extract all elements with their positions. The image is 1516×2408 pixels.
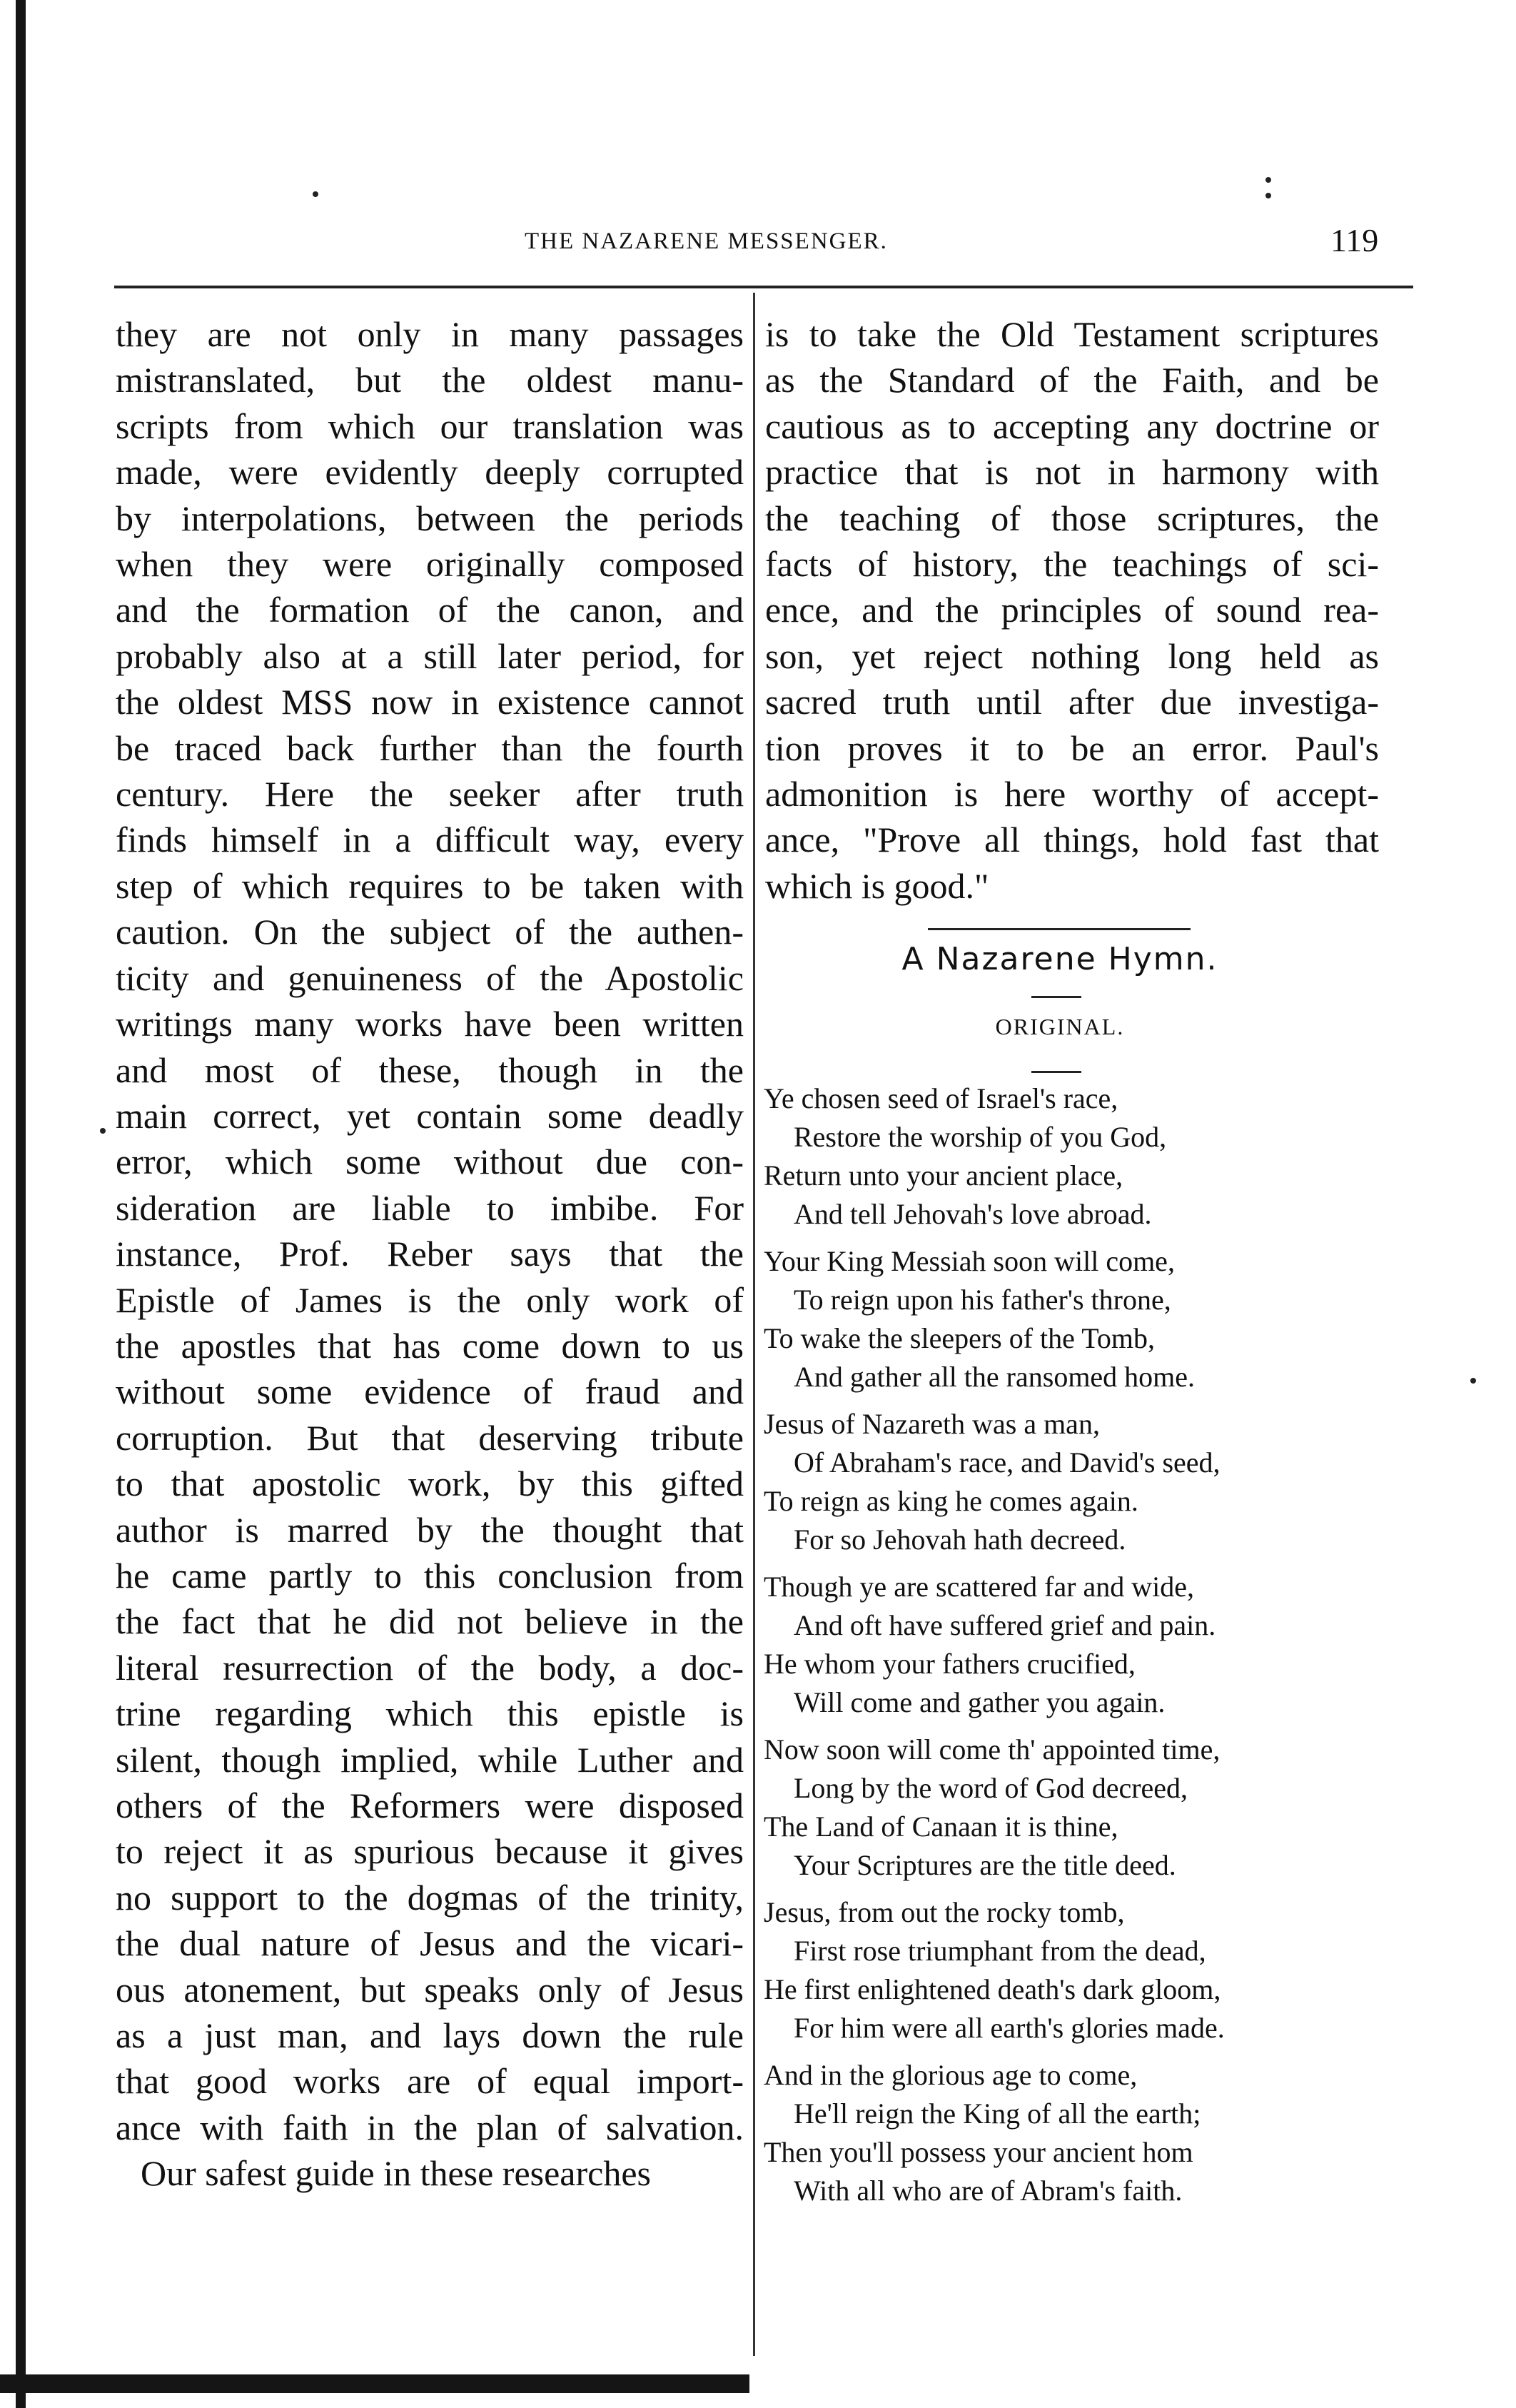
verse-line: Your King Messiah soon will come, — [764, 1245, 1175, 1277]
page-number: 119 — [1330, 222, 1379, 258]
text-line: caution. On the subject of the authen- — [116, 912, 744, 952]
text-line: sideration are liable to imbibe. For — [116, 1187, 744, 1228]
verse-line: Restore the worship of you God, — [794, 1121, 1167, 1153]
verse-line: He whom your fathers crucified, — [764, 1648, 1136, 1680]
text-line: century. Here the seeker after truth — [116, 774, 744, 815]
speck — [1265, 177, 1271, 183]
subtitle-rule — [1031, 1071, 1081, 1073]
title-rule — [1031, 996, 1081, 998]
hymn-stanza — [764, 1568, 1399, 1722]
hymn-subtitle: ORIGINAL. — [995, 1014, 1125, 1039]
text-line: scripts from which our translation was — [116, 405, 744, 446]
text-line: ance with faith in the plan of salvation. — [116, 2107, 744, 2147]
verse-line: For so Jehovah hath decreed. — [794, 1523, 1126, 1556]
section-rule — [928, 928, 1191, 930]
hymn-stanza — [764, 1731, 1399, 1885]
verse-line: Jesus, from out the rocky tomb, — [764, 1896, 1125, 1928]
text-line: as the Standard of the Faith, and be — [765, 360, 1379, 401]
text-line: admonition is here worthy of accept- — [765, 774, 1379, 815]
verse-line: First rose triumphant from the dead, — [794, 1935, 1206, 1967]
text-line: ous atonement, but speaks only of Jesus — [116, 1969, 744, 2010]
verse-line: Long by the word of God decreed, — [794, 1772, 1188, 1804]
text-line: the apostles that has come down to us — [116, 1325, 744, 1366]
verse-line: And tell Jehovah's love abroad. — [794, 1198, 1152, 1230]
text-line: which is good." — [765, 865, 989, 906]
scan-edge-left — [16, 0, 26, 2408]
text-line: the oldest MSS now in existence cannot — [116, 682, 744, 722]
verse-line: Though ye are scattered far and wide, — [764, 1571, 1195, 1603]
hymn-stanza — [764, 2056, 1399, 2210]
verse-line: Then you'll possess your ancient hom — [764, 2136, 1193, 2168]
text-line: he came partly to this conclusion from — [116, 1555, 744, 1596]
text-line: instance, Prof. Reber says that the — [116, 1234, 744, 1274]
right-column-prose — [765, 311, 1379, 909]
text-line: literal resurrection of the body, a doc- — [116, 1647, 744, 1688]
speck — [1265, 193, 1271, 198]
text-line: ance, "Prove all things, hold fast that — [765, 820, 1379, 860]
text-line: sacred truth until after due investiga- — [765, 682, 1379, 722]
text-line: without some evidence of fraud and — [116, 1371, 744, 1412]
verse-line: Will come and gather you again. — [794, 1686, 1166, 1718]
text-line: to that apostolic work, by this gifted — [116, 1464, 744, 1504]
running-title: THE NAZARENE MESSENGER. — [525, 228, 888, 254]
verse-line: For him were all earth's glories made. — [794, 2012, 1225, 2044]
text-line: is to take the Old Testament scriptures — [765, 314, 1379, 354]
text-line: and most of these, though in the — [116, 1049, 744, 1090]
text-line: son, yet reject nothing long held as — [765, 635, 1379, 676]
speck — [100, 1128, 106, 1134]
text-line: error, which some without due con- — [116, 1142, 744, 1182]
verse-line: Your Scriptures are the title deed. — [794, 1849, 1176, 1881]
hymn-stanza — [764, 1405, 1399, 1559]
text-line: others of the Reformers were disposed — [116, 1785, 744, 1825]
speck — [1470, 1378, 1476, 1384]
text-line: when they were originally composed — [116, 544, 744, 585]
text-line: trine regarding which this epistle is — [116, 1693, 744, 1734]
verse-line: And oft have suffered grief and pain. — [794, 1609, 1216, 1641]
hymn-stanza — [764, 1242, 1399, 1396]
column-divider — [753, 293, 755, 2356]
header-rule — [114, 286, 1413, 288]
text-line: author is marred by the thought that — [116, 1509, 744, 1550]
text-line: ticity and genuineness of the Apostolic — [116, 957, 744, 998]
text-line: facts of history, the teachings of sci- — [765, 544, 1379, 585]
verse-line: He first enlightened death's dark gloom, — [764, 1973, 1221, 2005]
verse-line: To wake the sleepers of the Tomb, — [764, 1322, 1155, 1354]
speck — [313, 191, 318, 197]
hymn-title: A Nazarene Hymn. — [901, 941, 1218, 977]
text-line: the dual nature of Jesus and the vicari- — [116, 1923, 744, 1964]
verse-line: Of Abraham's race, and David's seed, — [794, 1446, 1221, 1478]
text-line: made, were evidently deeply corrupted — [116, 452, 744, 493]
text-line: step of which requires to be taken with — [116, 865, 744, 906]
verse-line: Jesus of Nazareth was a man, — [764, 1408, 1100, 1440]
hymn-stanza — [764, 1079, 1399, 1234]
verse-line: Now soon will come th' appointed time, — [764, 1733, 1221, 1765]
text-line: silent, though implied, while Luther and — [116, 1739, 744, 1780]
text-line: that good works are of equal import- — [116, 2061, 744, 2102]
verse-line: And in the glorious age to come, — [764, 2059, 1138, 2091]
text-line: they are not only in many passages — [116, 314, 744, 354]
verse-line: Return unto your ancient place, — [764, 1159, 1123, 1192]
text-line: practice that is not in harmony with — [765, 452, 1379, 493]
text-line: and the formation of the canon, and — [116, 590, 744, 630]
text-line: writings many works have been written — [116, 1004, 744, 1044]
text-line: probably also at a still later period, for — [116, 635, 744, 676]
verse-line: Ye chosen seed of Israel's race, — [764, 1082, 1118, 1114]
verse-line: With all who are of Abram's faith. — [794, 2175, 1183, 2207]
text-line: the fact that he did not believe in the — [116, 1601, 744, 1642]
hymn-stanza — [764, 1893, 1399, 2047]
scan-edge-bottom — [0, 2374, 749, 2393]
text-line: main correct, yet contain some deadly — [116, 1095, 744, 1136]
text-line: Epistle of James is the only work of — [116, 1279, 744, 1320]
text-line: no support to the dogmas of the trinity, — [116, 1877, 744, 1918]
verse-line: To reign as king he comes again. — [764, 1485, 1138, 1517]
text-line: ence, and the principles of sound rea- — [765, 590, 1379, 630]
text-line: tion proves it to be an error. Paul's — [765, 727, 1379, 768]
verse-line: He'll reign the King of all the earth; — [794, 2097, 1201, 2130]
hymn-verses — [764, 1079, 1399, 2219]
text-line: finds himself in a difficult way, every — [116, 820, 744, 860]
text-line: the teaching of those scriptures, the — [765, 498, 1379, 538]
text-line: corruption. But that deserving tribute — [116, 1417, 744, 1458]
text-line: to reject it as spurious because it gives — [116, 1831, 744, 1872]
text-line: mistranslated, but the oldest manu- — [116, 360, 744, 401]
left-column — [116, 311, 744, 2197]
text-line: Our safest guide in these researches — [141, 2153, 651, 2194]
verse-line: And gather all the ransomed home. — [794, 1361, 1196, 1393]
text-line: as a just man, and lays down the rule — [116, 2015, 744, 2056]
text-line: by interpolations, between the periods — [116, 498, 744, 538]
verse-line: The Land of Canaan it is thine, — [764, 1810, 1118, 1843]
text-line: be traced back further than the fourth — [116, 727, 744, 768]
text-line: cautious as to accepting any doctrine or — [765, 405, 1379, 446]
verse-line: To reign upon his father's throne, — [794, 1284, 1171, 1316]
